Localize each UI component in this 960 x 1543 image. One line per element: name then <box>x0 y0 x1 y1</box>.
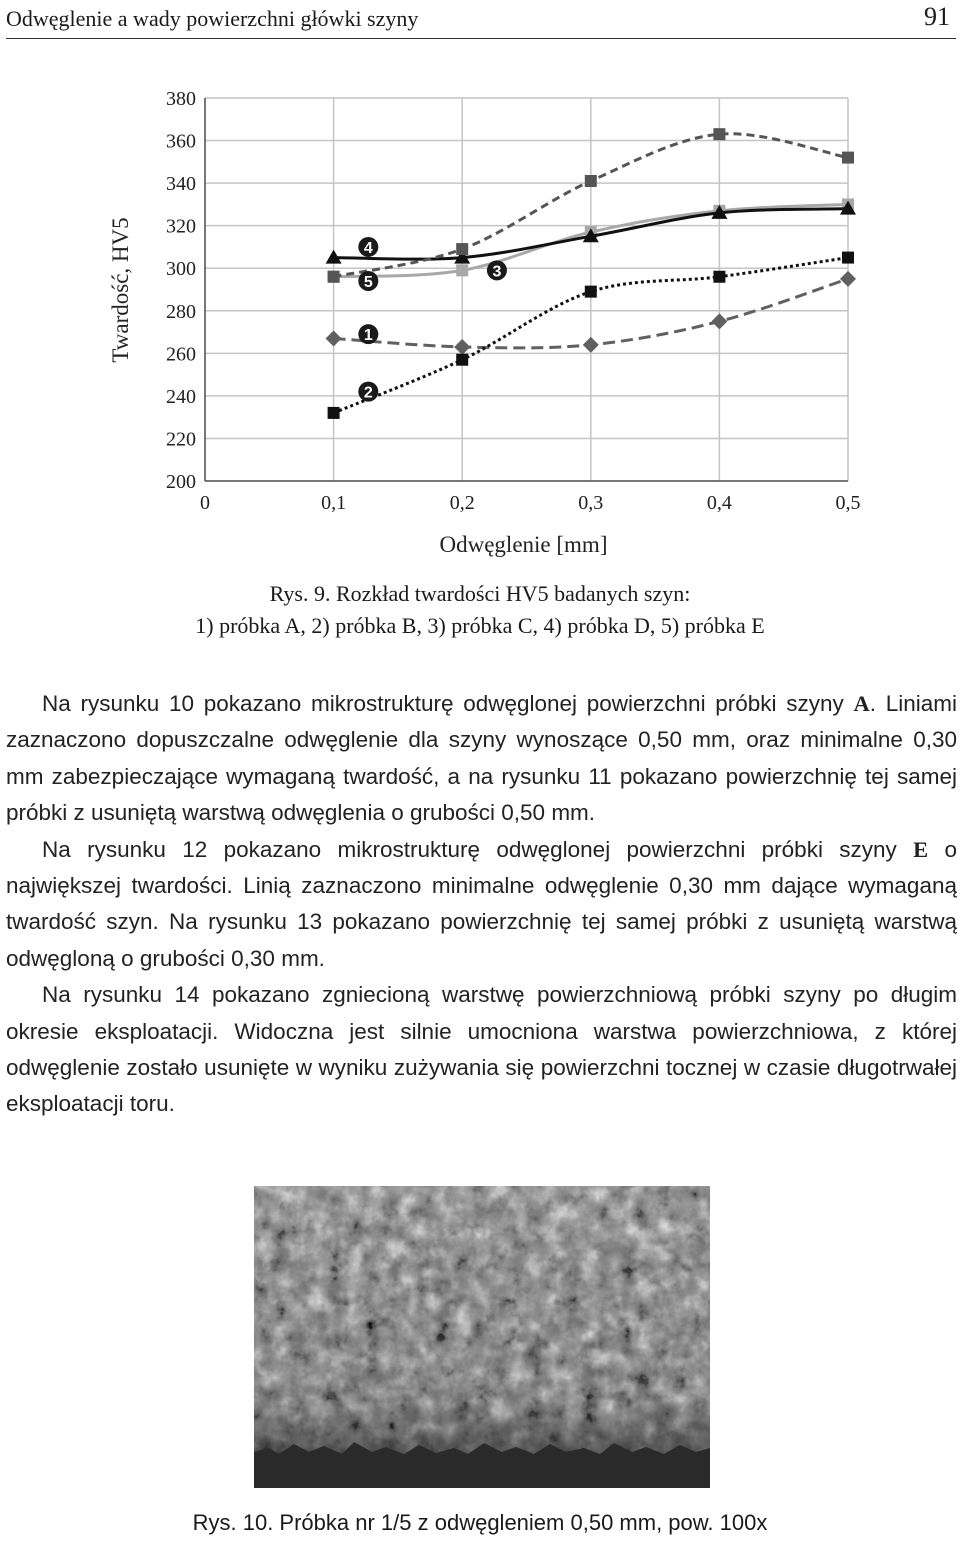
figure-9-caption-line-1: Rys. 9. Rozkład twardości HV5 badanych szyn: <box>269 581 691 606</box>
paragraph-3: Na rysunku 14 pokazano zgniecioną warstwę powierzchniową próbki szyny po długim okresie eksploatacji. Widoczna jest silnie umocniona warstwa powierzchniowa, z której odwęglenie zostało usunięte w wyniku zużywania się powierzchni tocznej w czasie długotrwałej eksploatacji toru. <box>6 982 957 1117</box>
data-point-5 <box>842 152 854 164</box>
page-number: 91 <box>924 2 950 31</box>
data-point-3 <box>456 264 468 276</box>
x-tick-label: 0,4 <box>706 492 732 514</box>
x-tick-label: 0,3 <box>578 492 604 514</box>
x-tick-label: 0,5 <box>835 492 861 514</box>
y-tick-label: 200 <box>166 471 196 493</box>
data-point-1 <box>583 337 599 353</box>
data-point-1 <box>326 330 342 346</box>
paragraph-2-text-b: o największej twardości. Linią zaznaczono minimalne odwęglenie 0,30 mm dające wymaganą twardość szyn. Na rysunku 13 pokazano powierzchnię tej samej próbki z usuniętą warstwą odwęgloną o grubości 0,30 mm. <box>6 836 958 971</box>
data-point-2 <box>328 407 340 419</box>
data-point-5 <box>456 243 468 255</box>
body-text <box>6 686 957 1123</box>
data-point-1 <box>454 339 470 355</box>
y-tick-label: 380 <box>166 88 196 110</box>
callout-label: 1 <box>363 327 373 345</box>
callout-label: 3 <box>492 263 502 281</box>
paragraph-2 <box>6 832 957 978</box>
data-point-5 <box>585 175 597 187</box>
paragraph-2-text-a: Na rysunku 12 pokazano mikrostrukturę odwęglonej powierzchni próbki szyny <box>42 836 914 862</box>
y-tick-label: 220 <box>166 428 196 451</box>
figure-9-caption-line-2: 1) próbka A, 2) próbka B, 3) próbka C, 4) próbka D, 5) próbka E <box>195 613 765 638</box>
y-tick-label: 260 <box>166 343 196 366</box>
x-tick-label: 0 <box>200 492 210 514</box>
paragraph-1-text-a: Na rysunku 10 pokazano mikrostrukturę odwęglonej powierzchni próbki szyny <box>42 691 854 716</box>
callout-label: 5 <box>363 273 373 291</box>
y-tick-label: 300 <box>166 258 196 281</box>
data-point-2 <box>713 271 725 283</box>
y-tick-label: 280 <box>166 300 196 323</box>
data-point-5 <box>713 128 725 140</box>
running-head-title: Odwęglenie a wady powierzchni główki szyny <box>6 6 419 31</box>
y-tick-label: 360 <box>166 130 196 153</box>
hardness-chart <box>0 40 960 570</box>
y-tick-label: 340 <box>166 173 196 196</box>
x-axis-title: Odwęglenie [mm] <box>439 532 608 557</box>
data-point-2 <box>456 354 468 366</box>
callout-label: 4 <box>363 239 373 257</box>
running-head <box>6 2 956 39</box>
y-axis-title: Twardość, HV5 <box>108 217 133 363</box>
data-point-5 <box>328 271 340 283</box>
callout-label: 2 <box>363 384 373 402</box>
figure-10-caption: Rys. 10. Próbka nr 1/5 z odwęgleniem 0,50 mm, pow. 100x <box>192 1510 768 1535</box>
data-point-2 <box>842 252 854 264</box>
paragraph-1-text-b: . Liniami zaznaczono dopuszczalne odwęglenie dla szyny wynoszące 0,50 mm, oraz minimalne 0,30 mm zabezpieczające wymaganą twardość, a na rysunku 11 pokazano powierzchnię tej samej próbki z usuniętą warstwą odwęglenia o grubości 0,50 mm. <box>6 691 957 826</box>
data-point-1 <box>711 313 727 329</box>
sample-e-label: E <box>913 836 929 862</box>
data-point-1 <box>840 271 856 287</box>
x-tick-label: 0,2 <box>449 492 475 514</box>
data-point-2 <box>585 286 597 298</box>
sample-a-label: A <box>853 691 870 716</box>
micrograph-image <box>254 1186 710 1488</box>
x-tick-label: 0,1 <box>321 492 347 514</box>
y-tick-label: 240 <box>166 385 196 408</box>
y-tick-label: 320 <box>166 215 196 238</box>
paragraph-1 <box>6 686 957 832</box>
